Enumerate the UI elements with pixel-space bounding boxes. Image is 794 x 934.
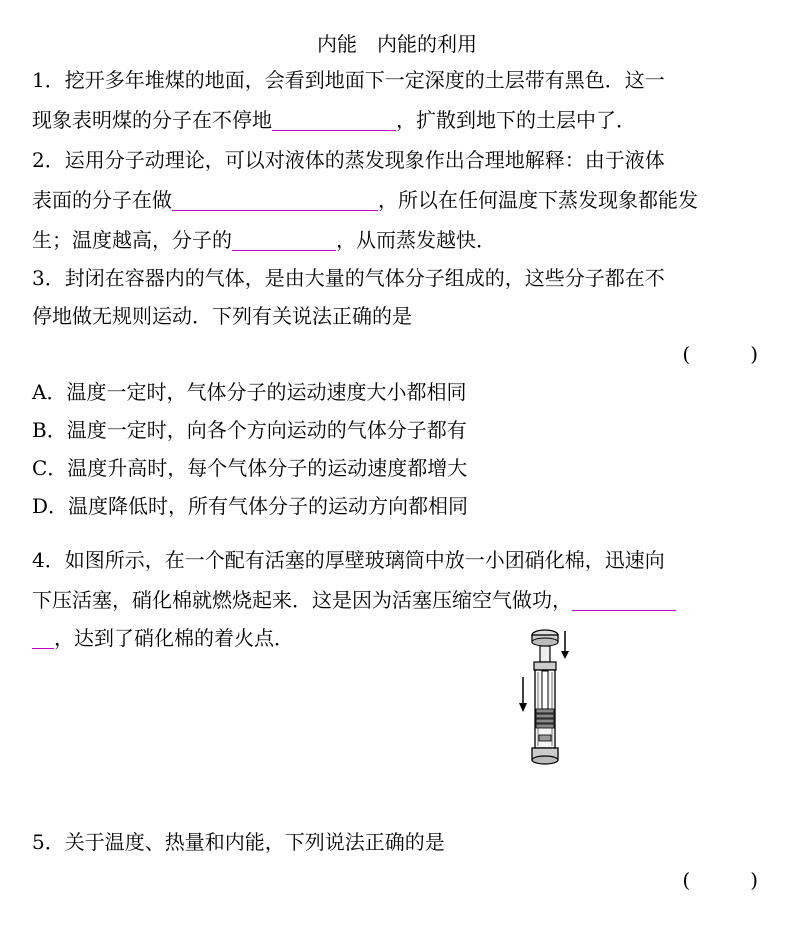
q4-answer-blank-part2[interactable] (32, 628, 54, 649)
q2-answer-blank-2[interactable] (232, 230, 336, 251)
q3-option-d: D．温度降低时，所有气体分子的运动方向都相同 (32, 494, 469, 518)
q2-text-before-2: 生；温度越高，分子的 (32, 228, 232, 252)
q2-line3 (32, 226, 496, 254)
q3-line1: 3．封闭在容器内的气体，是由大量的气体分子组成的，这些分子都在不 (32, 266, 665, 290)
q2-text-after: ，所以在任何温度下蒸发现象都能发 (378, 188, 698, 212)
q2-answer-blank-1[interactable] (172, 190, 378, 211)
q4-line1: 4．如图所示，在一个配有活塞的厚壁玻璃筒中放一小团硝化棉，迅速向 (32, 548, 665, 572)
q3-option-b: B．温度一定时，向各个方向运动的气体分子都有 (32, 418, 467, 442)
q1-line2 (32, 106, 636, 134)
q2-text-after-2: ，从而蒸发越快． (336, 228, 496, 252)
q2-text-before: 表面的分子在做 (32, 188, 172, 212)
q4-text-before: 下压活塞，硝化棉就燃烧起来．这是因为活塞压缩空气做功， (32, 588, 572, 612)
q4-answer-blank-part1[interactable] (572, 590, 676, 611)
q1-text-before: 现象表明煤的分子在不停地 (32, 108, 272, 132)
q2-line1: 2．运用分子动理论，可以对液体的蒸发现象作出合理地解释：由于液体 (32, 148, 665, 172)
page-title: 内能 内能的利用 (317, 32, 477, 56)
q2-line2 (32, 186, 698, 214)
q1-line1: 1．挖开多年堆煤的地面，会看到地面下一定深度的土层带有黑色．这一 (32, 68, 665, 92)
q3-line2: 停地做无规则运动．下列有关说法正确的是 (32, 304, 412, 328)
q1-text-after: ，扩散到地下的土层中了． (396, 108, 636, 132)
q5-answer-parentheses[interactable]: ( ) (682, 868, 758, 892)
glass-cylinder-piston-icon (515, 625, 575, 775)
q4-text-after: ，达到了硝化棉的着火点． (54, 626, 294, 650)
q5-line1: 5．关于温度、热量和内能，下列说法正确的是 (32, 830, 445, 854)
q3-answer-parentheses[interactable]: ( ) (682, 342, 758, 366)
q4-line3 (32, 624, 294, 652)
q4-line2 (32, 586, 676, 614)
q3-option-a: A．温度一定时，气体分子的运动速度大小都相同 (32, 380, 467, 404)
q3-option-c: C．温度升高时，每个气体分子的运动速度都增大 (32, 456, 468, 480)
q1-answer-blank[interactable] (272, 110, 396, 131)
